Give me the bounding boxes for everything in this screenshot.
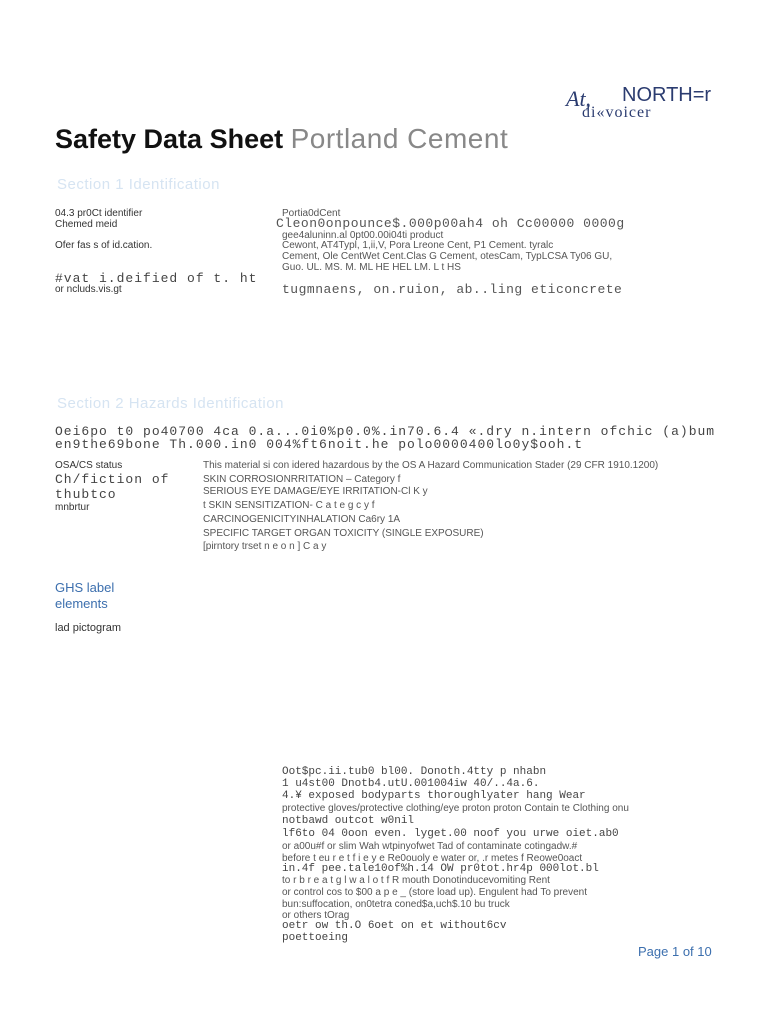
hazard-class-eye-damage: SERIOUS EYE DAMAGE/EYE IRRITATION-Cl K y [203,486,428,497]
osha-status-label: OSA/CS status [55,460,123,471]
ghs-label-heading [55,580,114,612]
company-logo-tagline: di«voicer [582,104,652,121]
product-identifier-label: 04.3 pr0Ct identifier [55,208,143,219]
ghs-label-line-2: elements [55,596,108,611]
product-identifier-value: Portia0dCent [282,208,341,219]
hazard-class-carcinogenicity: CARCINOGENICITYINHALATION Ca6ry 1A [203,514,401,525]
hazard-class-skin-sensitization: t SKIN SENSITIZATION- C a t e g c y f [203,500,375,511]
precaution-line: notbawd outcot w0nil [282,815,415,827]
classification-label-2: thubtco [55,487,117,502]
precaution-line: lf6to 04 0oon even. lyget.00 noof you urwe oiet.ab0 [282,828,619,840]
other-means-value: Cewont, AT4Typl, 1,ii,V, Pora Lreone Cent, P1 Cement. tyralc [282,240,554,251]
other-means-value-2: Cement, Ole CentWet Cent.Clas G Cement, otesCam, TypLCSA Ty06 GU, [282,251,613,262]
document-title [55,123,508,155]
classification-label: Ch/fiction of [55,472,170,487]
company-logo-mark: At, [566,86,592,111]
precaution-line: poettoeing [282,932,349,944]
precaution-line: oetr ow th.O 6oet on et without6cv [282,920,507,932]
precaution-line: bun:suffocation, on0tetra coned$a,uch$.10 bu truck [282,899,510,910]
company-logo-name: NORTH=r [622,84,712,106]
precaution-line: protective gloves/protective clothing/eye proton proton Contain te Clothing onu [282,803,629,814]
hazard-intro-line-1: Oei6po t0 po40700 4ca 0.a...0i0%p0.0%.in70.6.4 «.dry n.intern ofchic (a)bum [55,424,716,439]
precaution-line: before t eu r e t f i e y e Re0ouoly e water or, .r metes f Reowe0oact [282,853,583,864]
recommended-use-label-2: or ncluds.vis.gt [55,284,122,295]
chemical-name-value-cont: gee4aluninn.al 0pt00.00i04ti product [282,230,444,241]
precaution-line: in.4f pee.tale10of%h.14 OW pr0tot.hr4p 000lot.bl [282,863,599,875]
section-1-heading: Section 1 Identification [57,176,220,193]
chemical-name-label: Chemed meid [55,219,118,230]
precaution-line: to r b r e a t g l w a l o t f R mouth Donotinducevomiting Rent [282,875,550,886]
ghs-label-line-1: GHS label [55,580,115,595]
precaution-line: 4.¥ exposed bodyparts thoroughlyater hang Wear [282,790,586,802]
hazard-intro-line-2: en9the69bone Th.000.in0 004%ft6noit.he polo0000400lo0y$ooh.t [55,437,584,452]
hazard-class-stot: SPECIFIC TARGET ORGAN TOXICITY (SINGLE EXPOSURE) [203,528,484,539]
chemical-name-value: Cleon0onpounce$.000p00ah4 oh Cc00000 0000g [276,216,625,231]
page-number: Page 1 of 10 [638,944,712,959]
hazard-class-skin-corrosion: SKIN CORROSIONRRITATION – Category f [203,474,401,485]
precaution-line: or a00u#f or slim Wah wtpinyofwet Tad of contaminate cotingadw.# [282,841,578,852]
title-main: Safety Data Sheet [55,124,284,154]
pictogram-label: lad pictogram [55,622,122,634]
osha-status-value: This material si con idered hazardous by the OS A Hazard Communication Stader (29 CFR 1910.1200) [203,460,659,471]
title-product: Portland Cement [290,123,509,154]
section-2-heading: Section 2 Hazards Identification [57,395,284,412]
recommended-use-value: tugmnaens, on.ruion, ab..ling eticoncrete [282,282,623,297]
precaution-line: or others tOrag [282,910,350,921]
precaution-line: 1 u4st00 Dnotb4.utU.001004iw 40/..4a.6. [282,778,540,790]
hazard-class-respiratory: [pirntory trset n e o n ] C a y [203,541,327,552]
classification-label-3: mnbrtur [55,502,90,513]
other-means-value-3: Guo. UL. MS. M. ML HE HEL LM. L t HS [282,262,461,273]
other-means-label: Ofer fas s of id.cation. [55,240,153,251]
precaution-line: or control cos to $00 a p e _ (store load up). Engulent had To prevent [282,887,588,898]
precaution-line: Oot$pc.ii.tub0 bl00. Donoth.4tty p nhabn [282,766,547,778]
recommended-use-label: #vat i.deified of t. ht [55,271,258,286]
